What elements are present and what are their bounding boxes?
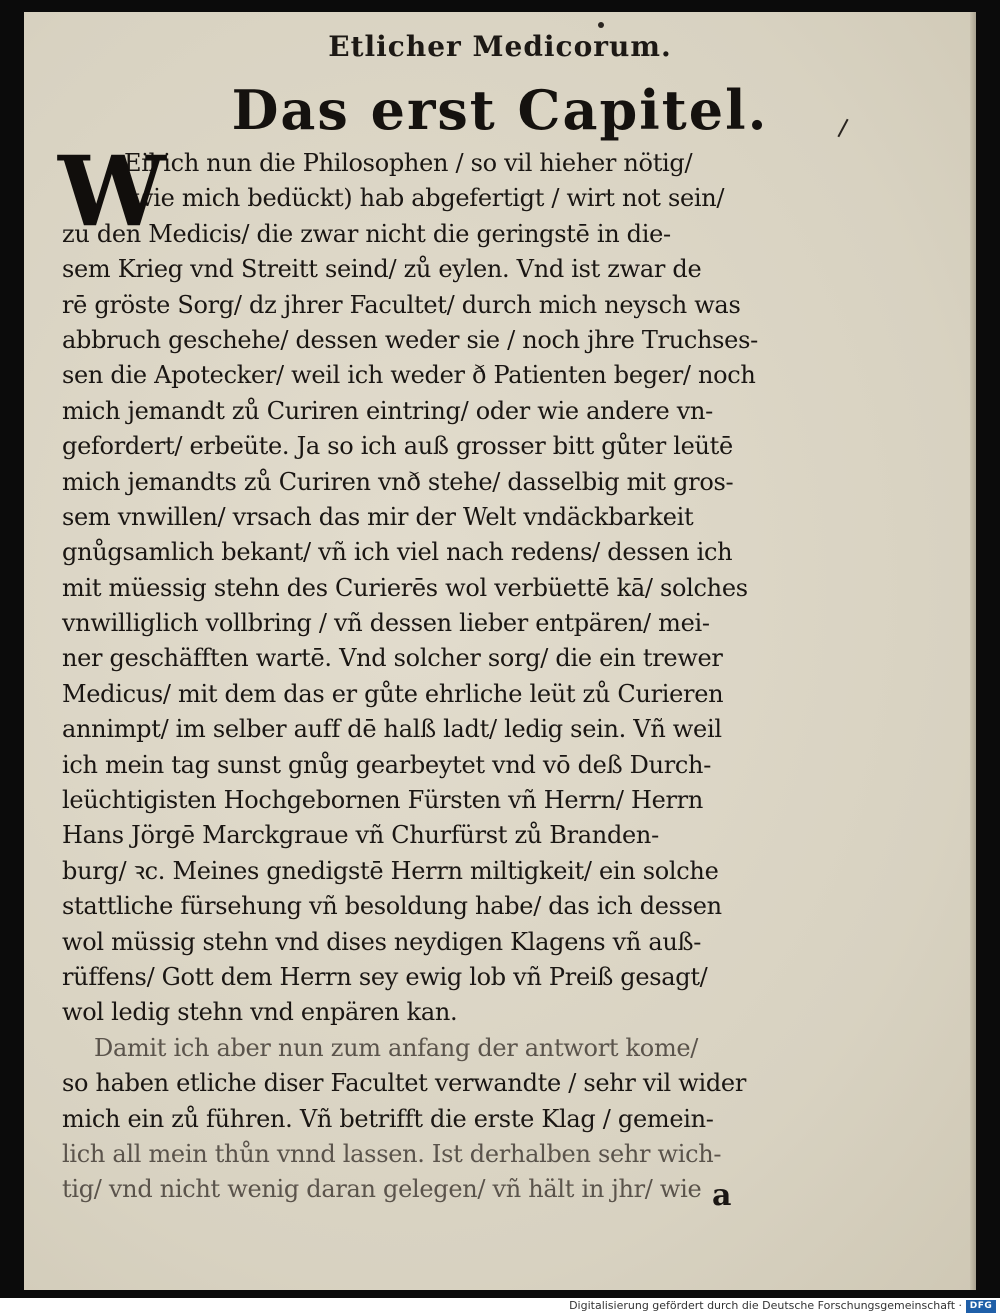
text-line: Damit ich aber nun zum anfang der antwort kome/ — [94, 1033, 699, 1062]
text-line: leüchtigisten Hochgebornen Fürsten vñ Herrn/ Herrn — [62, 786, 703, 815]
footer-bar — [0, 1298, 1000, 1315]
text-line: mich jemandts zů Curiren vnð stehe/ dasselbig mit gros- — [62, 467, 734, 496]
text-line: sem vnwillen/ vrsach das mir der Welt vndäckbarkeit — [62, 502, 694, 531]
text-line: abbruch geschehe/ dessen weder sie / noch jhre Truchses- — [62, 325, 758, 354]
body-text — [58, 135, 802, 1208]
book-page — [24, 12, 976, 1290]
ink-dot-mark — [598, 22, 604, 28]
text-line: zu den Medicis/ die zwar nicht die geringstē in die- — [62, 219, 671, 248]
text-line: vnwilliglich vollbring / vñ dessen lieber entpären/ mei- — [62, 609, 710, 638]
text-line: gefordert/ erbeüte. Ja so ich auß grosser bitt gůter leütē — [62, 432, 733, 461]
text-line: (wie mich bedückt) hab abgefertigt / wirt not sein/ — [124, 184, 725, 213]
drop-cap-initial: W — [58, 135, 166, 248]
text-line: ner geschäfften wartē. Vnd solcher sorg/ die ein trewer — [62, 644, 723, 673]
text-line: wol müssig stehn vnd dises neydigen Klagens vñ auß- — [62, 927, 702, 956]
text-line: Hans Jörgē Marckgraue vñ Churfürst zů Branden- — [62, 821, 659, 850]
text-line: wol ledig stehn vnd enpären kan. — [62, 998, 458, 1027]
text-line: ich mein tag sunst gnůg gearbeytet vnd vō deß Durch- — [62, 750, 712, 779]
text-line: mich jemandt zů Curiren eintring/ oder wie andere vn- — [62, 396, 713, 425]
text-line: sem Krieg vnd Streitt seind/ zů eylen. Vnd ist zwar de — [62, 255, 702, 284]
text-line: stattliche fürsehung vñ besoldung habe/ das ich dessen — [62, 892, 722, 921]
chapter-title: Das erst Capitel. — [231, 78, 769, 142]
text-line: rē gröste Sorg/ dz jhrer Facultet/ durch mich neysch was — [62, 290, 741, 319]
dfg-logo[interactable]: DFG — [966, 1300, 996, 1313]
text-line: tig/ vnd nicht wenig daran gelegen/ vñ hält in jhr/ wie — [62, 1175, 702, 1204]
text-line: Eil ich nun die Philosophen / so vil hieher nötig/ — [124, 149, 693, 177]
funding-credit: Digitalisierung gefördert durch die Deutsche Forschungsgemeinschaft · — [569, 1299, 962, 1312]
running-head: Etlicher Medicorum. — [328, 30, 672, 63]
text-line: gnůgsamlich bekant/ vñ ich viel nach redens/ dessen ich — [62, 538, 733, 567]
text-line: rüffens/ Gott dem Herrn sey ewig lob vñ Preiß gesagt/ — [62, 962, 708, 991]
text-line: burg/ ꝛc. Meines gnedigstē Herrn miltigkeit/ ein solche — [62, 856, 719, 885]
text-line: sen die Apotecker/ weil ich weder ð Patienten beger/ noch — [62, 361, 756, 390]
text-line: Medicus/ mit dem das er gůte ehrliche leüt zů Curieren — [62, 679, 724, 708]
text-line: lich all mein thůn vnnd lassen. Ist derhalben sehr wich- — [62, 1139, 722, 1168]
text-line: so haben etliche diser Facultet verwandte / sehr vil wider — [62, 1069, 747, 1098]
text-line: mich ein zů führen. Vñ betrifft die erste Klag / gemein- — [62, 1104, 714, 1133]
text-line: mit müessig stehn des Curierēs wol verbüettē kā/ solches — [62, 573, 748, 602]
text-line: annimpt/ im selber auff dē halß ladt/ ledig sein. Vñ weil — [62, 715, 722, 744]
page-edge-shadow — [970, 12, 976, 1290]
signature-mark: a — [712, 1178, 732, 1213]
